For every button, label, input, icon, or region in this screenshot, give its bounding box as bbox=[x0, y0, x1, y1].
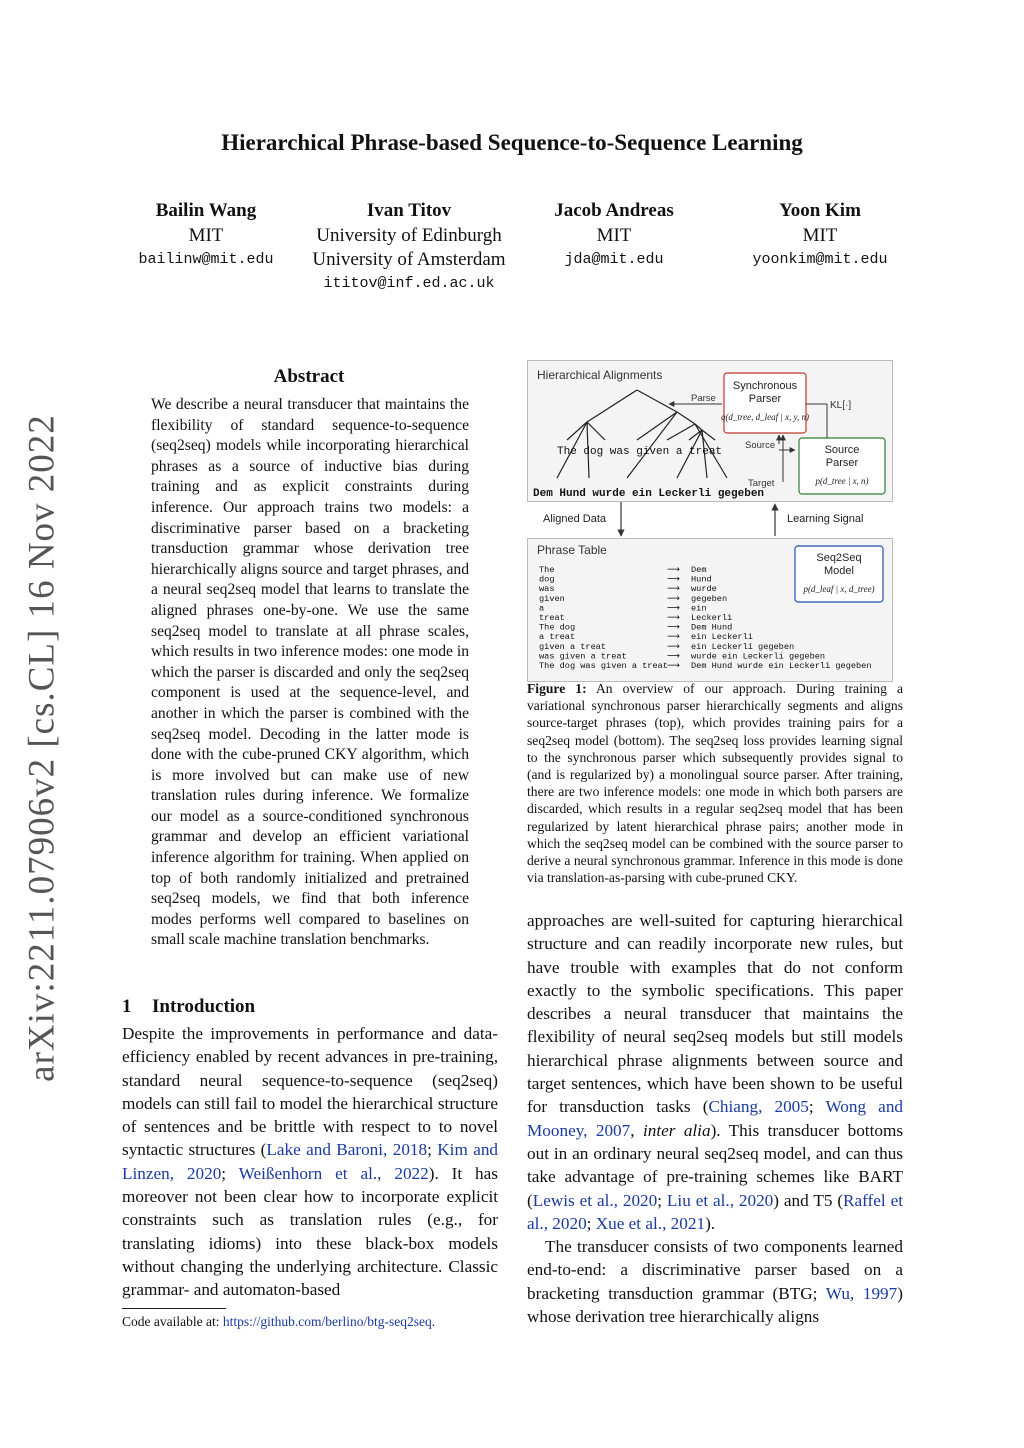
phrase-source: given bbox=[539, 593, 565, 604]
phrase-target: Leckerli bbox=[691, 613, 733, 623]
phrase-arrow: ⟶ bbox=[667, 564, 680, 574]
phrase-target: Dem Hund wurde ein Leckerli gegeben bbox=[691, 661, 872, 671]
source-parser-label: Source bbox=[824, 444, 860, 456]
phrase-source: was bbox=[539, 584, 555, 595]
phrase-source: dog bbox=[539, 574, 555, 585]
author-block bbox=[499, 198, 729, 272]
footnote-rule bbox=[122, 1308, 226, 1309]
phrase-target: ein bbox=[691, 603, 707, 614]
learning-signal-label: Learning Signal bbox=[787, 513, 864, 525]
phrase-source: The dog was given a treat bbox=[539, 661, 668, 671]
citation-link[interactable]: Kim and Linzen, 2020 bbox=[122, 1140, 499, 1183]
phrase-target: wurde ein Leckerli gegeben bbox=[691, 651, 826, 662]
phrase-arrow: ⟶ bbox=[667, 602, 680, 613]
figure-caption: Figure 1: An overview of our approach. During training a variational synchronous parser hierarchically segments and aligns source-target phrases (top), which provides training pairs for a seq2seq model (bottom). The seq2seq loss provides learning signal to the synchronous parser which subsequently provides signal to (and is regularized by) a monolingual source parser. After training, there are two inference models: one mode in which both parsers are discarded, which results in a regular seq2seq model that has been regularized by latent hierarchical phrase pairs; another mode in which the seq2seq model can be combined with the source parser to derive a neural synchronous grammar. Inference in this mode is done via translation-as-parsing with cube-pruned CKY. bbox=[527, 681, 903, 886]
citation-link[interactable]: Xue et al., 2021 bbox=[595, 1213, 706, 1233]
citation-link[interactable]: Lewis et al., 2020 bbox=[532, 1190, 658, 1210]
paper-title: Hierarchical Phrase-based Sequence-to-Sequence Learning bbox=[221, 130, 803, 155]
citation-link[interactable]: Lake and Baroni, 2018 bbox=[266, 1140, 428, 1160]
author-email: bailinw@mit.edu bbox=[138, 251, 274, 268]
target-input-label: Target bbox=[748, 478, 775, 489]
source-parser-label: Parser bbox=[825, 457, 859, 469]
abstract-text: We describe a neural transducer that maintains the flexibility of standard sequence-to-sequence (seq2seq) models while incorporating hierarchical phrases as a source of inductive bias during training and as explicit constraints during inference. Our approach trains two models: a discriminative parser based on a bracketing transduction grammar whose derivation tree hierarchically aligns source and target phrases, and a neural seq2seq model that learns to translate the aligned phrases one-by-one. We use the same seq2seq model to translate at all phrase scales, which results in two inference modes: one mode in which the parser is discarded and only the seq2seq component is used at the sequence-level, and another in which the parser is combined with the seq2seq model. Decoding in the latter mode is done with the cube-pruned CKY algorithm, which is more involved but can make use of new translation rules during inference. We formalize our model as a source-conditioned synchronous grammar and develop an efficient variational inference algorithm for training. When applied on top of both randomly initialized and pretrained seq2seq models, we find that both inference modes performs well compared to baselines on small scale machine translation benchmarks. bbox=[151, 396, 469, 949]
author-name: Bailin Wang bbox=[155, 200, 257, 221]
section-number: 1 bbox=[122, 996, 132, 1017]
paragraph: The transducer consists of two components learned end-to-end: a discriminative parser based on a bracketing transduction grammar (BTG; Wu, 1997) whose derivation tree hierarchically aligns bbox=[527, 1237, 903, 1327]
phrase-source: a treat bbox=[539, 632, 576, 643]
author-affiliation: University of Amsterdam bbox=[312, 249, 506, 270]
source-input-label: Source bbox=[745, 440, 776, 451]
phrase-source: The bbox=[539, 565, 555, 575]
arxiv-stamp: arXiv:2211.07906v2 [cs.CL] 16 Nov 2022 bbox=[21, 414, 63, 1082]
author-email: jda@mit.edu bbox=[564, 251, 664, 268]
phrase-arrow: ⟶ bbox=[667, 650, 680, 661]
citation-link[interactable]: Weißenhorn et al., 2022 bbox=[238, 1163, 429, 1183]
citation-link[interactable]: Chiang, 2005 bbox=[708, 1097, 809, 1117]
phrase-arrow: ⟶ bbox=[667, 621, 680, 632]
seq2seq-formula: p(d_leaf | x, d_tree) bbox=[803, 584, 875, 594]
sync-parser-label: Synchronous bbox=[732, 380, 798, 392]
target-sentence: Dem Hund wurde ein Leckerli gegeben bbox=[533, 488, 765, 500]
phrase-target: ein Leckerli bbox=[691, 632, 753, 643]
author-name: Yoon Kim bbox=[779, 200, 861, 221]
kl-label: KL[·] bbox=[830, 400, 852, 411]
intro-paragraph-left: Despite the improvements in performance and data-efficiency enabled by recent advances in pre-training, standard neural sequence-to-sequence (seq2seq) models can still fail to model the hierarchical structure of sentences and be brittle with respect to to novel syntactic structures (Lake and Baroni, 2018; Kim and Linzen, 2020; Weißenhorn et al., 2022). It has moreover not been clear how to incorporate explicit constraints such as translation rules (e.g., for translating idioms) into these black-box models without changing the underlying architecture. Classic grammar- and automaton-based bbox=[122, 1024, 499, 1300]
source-sentence: The dog was given a treat bbox=[557, 446, 723, 458]
phrase-target: Dem Hund bbox=[691, 622, 733, 633]
section-heading bbox=[122, 996, 255, 1018]
abstract-heading: Abstract bbox=[273, 366, 345, 387]
seq2seq-label: Seq2Seq bbox=[816, 552, 862, 564]
intro-paragraph-right bbox=[527, 909, 903, 1328]
phrase-arrow: ⟶ bbox=[667, 583, 680, 594]
phrase-arrow: ⟶ bbox=[667, 573, 680, 584]
phrase-target: gegeben bbox=[691, 593, 728, 604]
citation-link[interactable]: Liu et al., 2020 bbox=[666, 1190, 774, 1210]
phrase-target: wurde bbox=[691, 584, 717, 595]
author-affiliation: University of Edinburgh bbox=[316, 225, 502, 246]
author-name: Ivan Titov bbox=[366, 200, 452, 221]
figure-1 bbox=[527, 360, 893, 682]
sync-parser-label: Parser bbox=[748, 393, 782, 405]
source-formula: p(d_tree | x, n) bbox=[815, 476, 869, 486]
footnote: Code available at: https://github.com/berlino/btg-seq2seq. bbox=[122, 1314, 436, 1329]
phrase-arrow: ⟶ bbox=[667, 592, 680, 603]
phrase-target: ein Leckerli gegeben bbox=[691, 641, 795, 652]
author-block bbox=[294, 198, 524, 296]
section-title: Introduction bbox=[152, 996, 256, 1017]
author-affiliation: MIT bbox=[802, 225, 838, 246]
phrase-target: Dem bbox=[691, 565, 707, 575]
phrase-source: a bbox=[539, 603, 545, 614]
author-email: ititov@inf.ed.ac.uk bbox=[323, 275, 495, 292]
paragraph: approaches are well-suited for capturing hierarchical structure and can readily incorporate new rules, but have trouble with examples that do not conform exactly to the symbolic specifications. This paper describes a neural transducer that maintains the flexibility of neural seq2seq models but still models hierarchical phrase alignments between source and target sentences, which have been shown to be useful for transduction tasks (Chiang, 2005; Wong and Mooney, 2007, inter alia). This transducer bottoms out in an ordinary neural seq2seq model, and can thus take advantage of pre-training schemes like BART (Lewis et al., 2020; Liu et al., 2020) and T5 (Raffel et al., 2020; Xue et al., 2021). bbox=[527, 911, 904, 1233]
sync-formula: q(d_tree, d_leaf | x, y, n) bbox=[720, 412, 810, 422]
author-block bbox=[91, 198, 321, 272]
parse-label: Parse bbox=[691, 393, 716, 404]
phrase-source: The dog bbox=[539, 622, 576, 633]
citation-link[interactable]: Wu, 1997 bbox=[825, 1283, 898, 1303]
seq2seq-label: Model bbox=[824, 565, 854, 577]
phrase-arrow: ⟶ bbox=[667, 640, 680, 651]
phrase-table-title: Phrase Table bbox=[537, 543, 607, 557]
phrase-target: Hund bbox=[691, 574, 712, 585]
phrase-source: was given a treat bbox=[539, 651, 627, 662]
author-email: yoonkim@mit.edu bbox=[752, 251, 888, 268]
citation-link[interactable]: Raffel et al., 2020 bbox=[527, 1190, 903, 1233]
author-block bbox=[705, 198, 935, 272]
code-link[interactable]: https://github.com/berlino/btg-seq2seq bbox=[222, 1314, 432, 1329]
phrase-source: treat bbox=[539, 613, 565, 623]
phrase-arrow: ⟶ bbox=[667, 612, 680, 622]
author-affiliation: MIT bbox=[596, 225, 632, 246]
phrase-source: given a treat bbox=[539, 641, 607, 652]
phrase-arrow: ⟶ bbox=[667, 660, 680, 670]
panel-title: Hierarchical Alignments bbox=[537, 368, 663, 382]
author-affiliation: MIT bbox=[188, 225, 224, 246]
author-name: Jacob Andreas bbox=[554, 200, 674, 221]
phrase-arrow: ⟶ bbox=[667, 631, 680, 642]
citation-link[interactable]: Wong and Mooney, 2007 bbox=[527, 1097, 904, 1140]
aligned-data-label: Aligned Data bbox=[543, 513, 606, 525]
